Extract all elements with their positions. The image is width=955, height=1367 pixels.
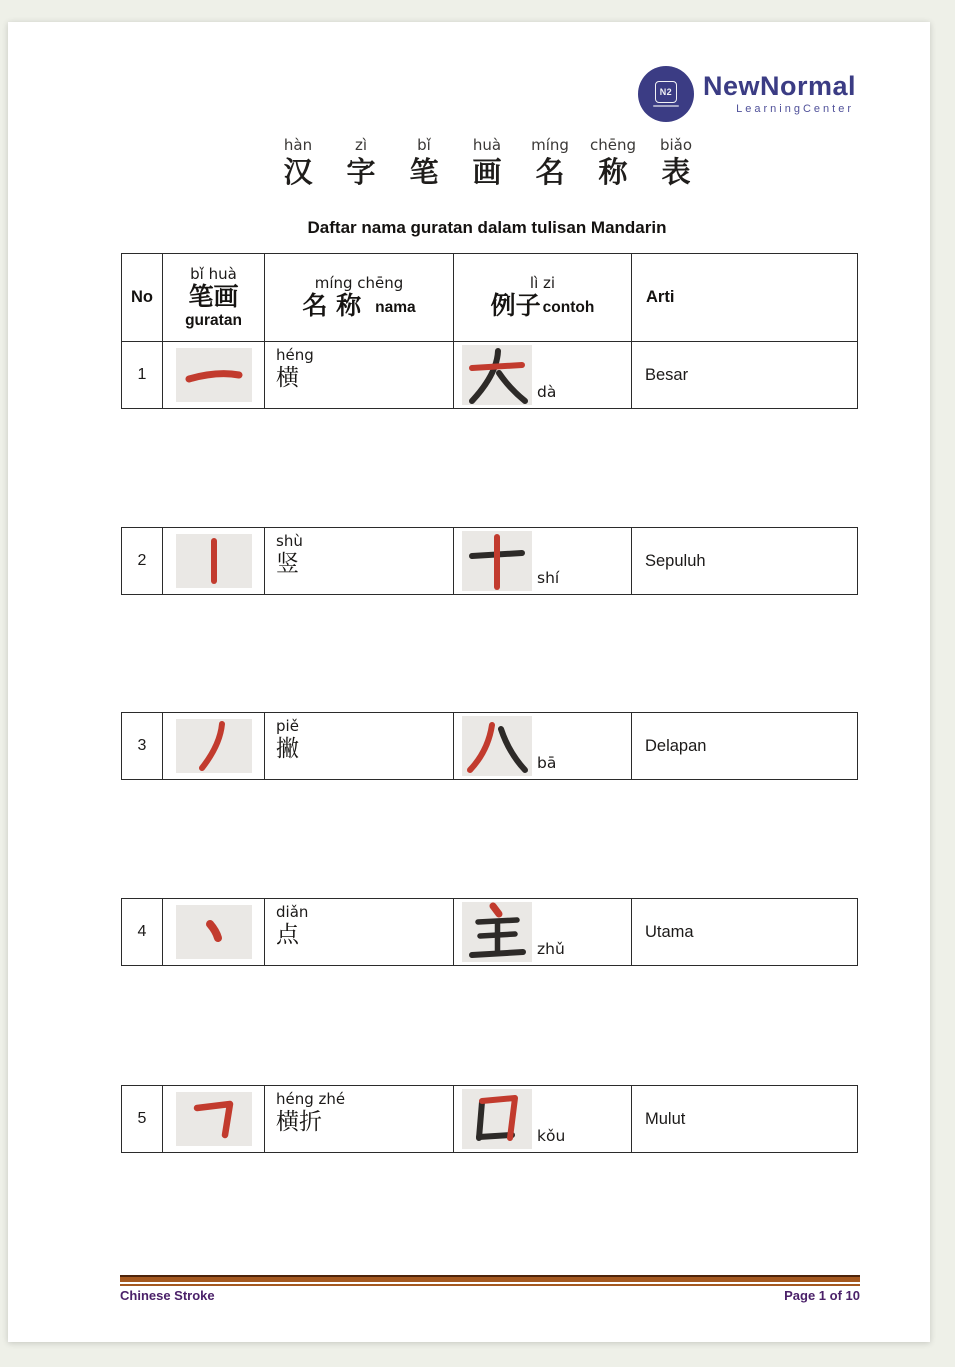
example-char-kou-image [462,1089,532,1149]
title-pinyin: huà [472,136,502,154]
header-name-label: nama [375,298,416,316]
title-pinyin: hàn [283,136,313,154]
logo-brand-name: NewNormal [702,71,856,101]
stroke-name-hanzi: 点 [276,922,299,948]
title-hanzi: 称 [598,155,628,189]
row-number: 4 [137,923,147,940]
header-arti: Arti [631,254,857,342]
example-pinyin: zhǔ [537,940,565,958]
header-example-pinyin: lì zi [529,273,556,292]
header-example-label: contoh [542,298,595,316]
stroke-name-cell [264,713,453,779]
header-no: No [122,254,162,342]
page-title [44,136,930,189]
stroke-table-row [121,712,858,780]
footer-document-title: Chinese Stroke [120,1288,215,1303]
n2-badge-icon: N2 [655,81,677,103]
stroke-name-pinyin: piě [276,717,299,735]
example-pinyin: kǒu [537,1127,566,1145]
meaning-cell: Delapan [631,713,857,779]
title-pinyin: míng [531,136,569,154]
stroke-table-row [121,527,858,595]
title-char-pair [653,136,699,189]
footer-divider [120,1275,860,1286]
stroke-table [121,253,858,409]
hengzhe-stroke-image [176,1092,252,1146]
title-hanzi: 笔 [409,155,439,189]
stroke-name-pinyin: shù [276,532,303,550]
stroke-cell [162,713,264,779]
title-char-pair [590,136,636,189]
document-page [8,22,930,1342]
title-hanzi: 汉 [283,155,313,189]
newnormal-logo [638,66,856,122]
dian-stroke-image [176,905,252,959]
header-name [264,254,453,342]
footer [120,1288,860,1303]
stroke-name-cell [264,342,453,408]
stroke-table-row [121,898,858,966]
header-example [453,254,631,342]
stroke-cell [162,342,264,408]
stroke-name-hanzi: 横折 [276,1109,322,1135]
header-stroke [162,254,264,342]
pie-stroke-image [176,719,252,773]
row-number: 1 [137,366,147,383]
example-cell [453,528,631,594]
title-char-pair [401,136,447,189]
meaning-cell: Besar [631,342,857,408]
example-cell [453,1086,631,1152]
title-pinyin: bǐ [417,136,431,154]
stroke-cell [162,899,264,965]
row-number: 5 [137,1110,147,1127]
title-char-pair [338,136,384,189]
header-example-hanzi: 例子 [490,290,541,320]
header-stroke-pinyin: bǐ huà [190,264,237,283]
footer-divider-thin-line [120,1284,860,1286]
stroke-table-row [121,1085,858,1153]
row-number: 2 [137,552,147,569]
title-hanzi: 名 [535,155,565,189]
logo-icon-underline [653,105,679,107]
example-pinyin: shí [537,569,560,587]
stroke-name-hanzi: 撇 [276,736,299,762]
stroke-name-pinyin: héng [276,346,314,364]
example-cell [453,713,631,779]
footer-page-number: Page 1 of 10 [784,1288,860,1303]
example-char-shi-image [462,531,532,591]
example-pinyin: dà [537,383,557,401]
meaning-cell: Utama [631,899,857,965]
header-stroke-hanzi: 笔画 [188,281,239,311]
example-char-ba-image [462,716,532,776]
title-pinyin: biǎo [659,136,693,154]
shu-stroke-image [176,534,252,588]
logo-tagline: LearningCenter [736,103,854,115]
header-stroke-label: guratan [185,311,242,329]
title-pinyin: chēng [590,136,637,154]
example-char-da-image [462,345,532,405]
header-name-pinyin: míng chēng [314,273,404,292]
meaning-cell: Mulut [631,1086,857,1152]
title-char-pair [275,136,321,189]
stroke-name-pinyin: héng zhé [276,1090,346,1108]
title-pinyin: zì [354,136,368,154]
example-cell [453,899,631,965]
stroke-name-cell [264,528,453,594]
example-cell [453,342,631,408]
stroke-cell [162,528,264,594]
stroke-name-hanzi: 横 [276,365,299,391]
stroke-name-hanzi: 竖 [276,551,299,577]
stroke-name-cell [264,1086,453,1152]
row-number: 3 [137,737,147,754]
title-hanzi: 字 [346,155,376,189]
title-char-pair [527,136,573,189]
stroke-name-cell [264,899,453,965]
page-subtitle: Daftar nama guratan dalam tulisan Mandarin [307,218,667,237]
meaning-cell: Sepuluh [631,528,857,594]
stroke-cell [162,1086,264,1152]
logo-text [703,73,856,115]
title-char-pair [464,136,510,189]
title-hanzi: 画 [472,155,502,189]
example-pinyin: bā [537,754,557,772]
heng-stroke-image [176,348,252,402]
title-hanzi: 表 [661,155,691,189]
header-name-hanzi: 名 称 [302,290,362,320]
stroke-name-pinyin: diǎn [276,903,309,921]
newnormal-logo-icon [638,66,694,122]
example-char-zhu-image [462,902,532,962]
